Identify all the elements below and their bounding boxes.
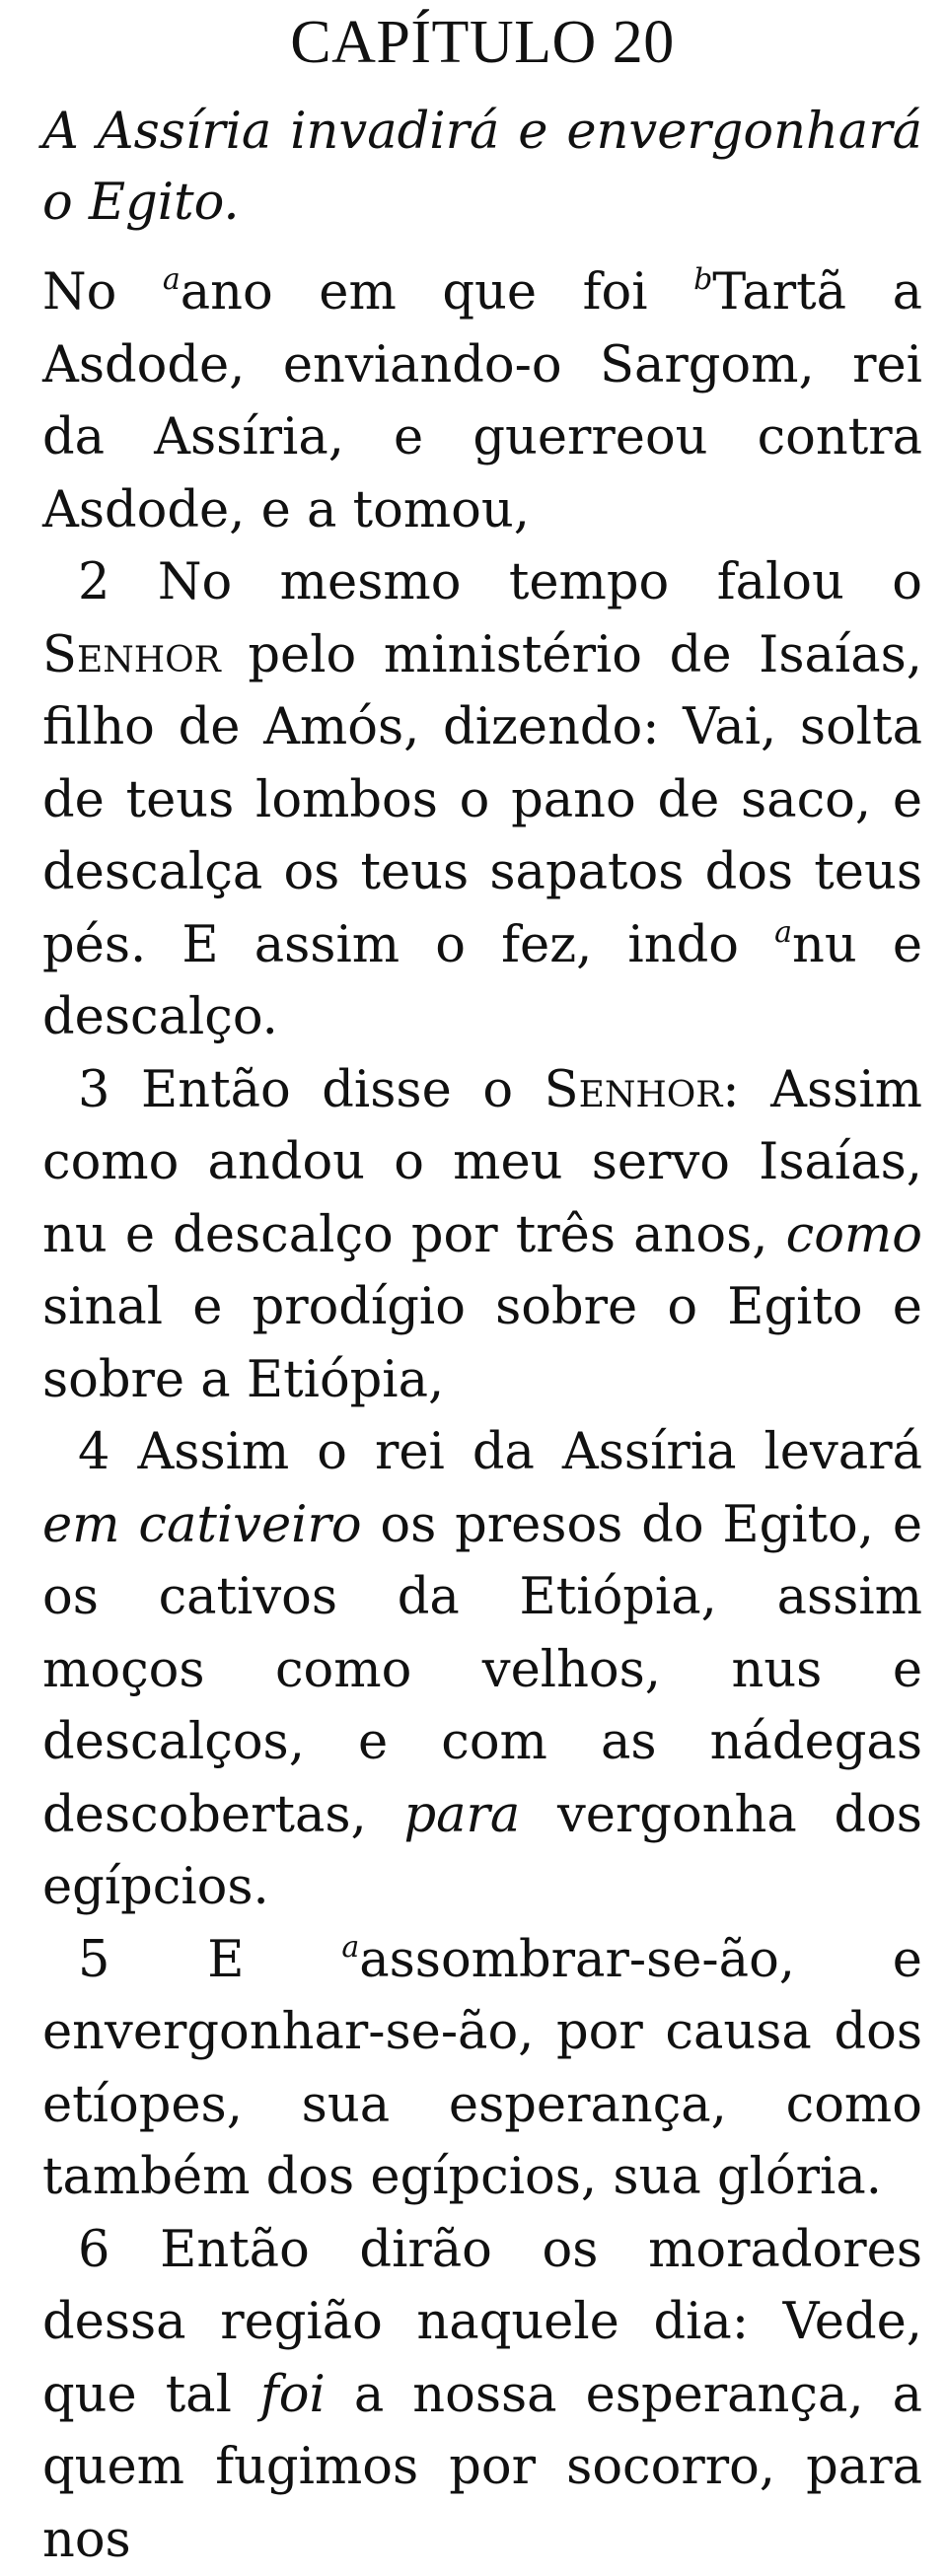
verse-5 <box>42 1924 922 2214</box>
italic-word: em cativeiro <box>42 1496 362 1554</box>
verse-text: 2 No mesmo tempo falou o <box>78 553 922 611</box>
footnote-marker: a <box>774 915 792 950</box>
divine-name: Senhor <box>545 1061 723 1119</box>
verse-text: : Assim como andou o meu servo Isaías, nu e descalço por três anos, <box>42 1061 922 1264</box>
verse-text: 3 Então disse o <box>78 1061 545 1119</box>
verse-6 <box>42 2214 922 2576</box>
verse-text: 5 E <box>78 1931 341 1989</box>
italic-word: foi <box>260 2366 326 2424</box>
verse-text: a nossa esperança, a quem fugimos por socorro, para nos <box>42 2366 922 2569</box>
verse-text: 4 Assim o rei da Assíria levará <box>78 1423 922 1481</box>
italic-word: para <box>403 1786 520 1844</box>
verse-text: Tartã a Asdode, enviando-o Sargom, rei da Assíria, e guerreou contra Asdode, e a tomou, <box>42 263 922 539</box>
verse-text: ano em que foi <box>181 263 693 322</box>
chapter-title: CAPÍTULO 20 <box>42 0 922 81</box>
chapter-summary: A Assíria invadirá e envergonhará o Egito. <box>42 97 922 239</box>
verse-text: pelo ministério de Isaías, filho de Amós, dizendo: Vai, solta de teus lombos o pano de saco, e descalça os teus sapatos dos teus pés. E assim o fez, indo <box>42 626 922 974</box>
verse-text: No <box>42 263 163 322</box>
divine-name: Senhor <box>42 626 221 684</box>
verse-1 <box>42 256 922 546</box>
verse-text: 6 Então dirão os moradores dessa região naquele dia: Vede, que tal <box>42 2221 922 2424</box>
verse-text: sinal e prodígio sobre o Egito e sobre a Etiópia, <box>42 1278 922 1409</box>
verse-3 <box>42 1054 922 1417</box>
footnote-marker: a <box>163 262 181 297</box>
footnote-marker: a <box>341 1930 359 1965</box>
verse-4 <box>42 1416 922 1924</box>
verse-text: os presos do Egito, e os cativos da Etiópia, assim moços como velhos, nus e descalços, e com as nádegas descobertas, <box>42 1496 922 1844</box>
verse-text: vergonha dos egípcios. <box>42 1786 922 1917</box>
verse-2 <box>42 546 922 1054</box>
footnote-marker: b <box>693 262 712 297</box>
italic-word: como <box>786 1206 922 1264</box>
verse-text: nu e descalço. <box>42 916 922 1047</box>
verse-text: assombrar-se-ão, e envergonhar-se-ão, por causa dos etíopes, sua esperança, como também dos egípcios, sua glória. <box>42 1931 922 2207</box>
